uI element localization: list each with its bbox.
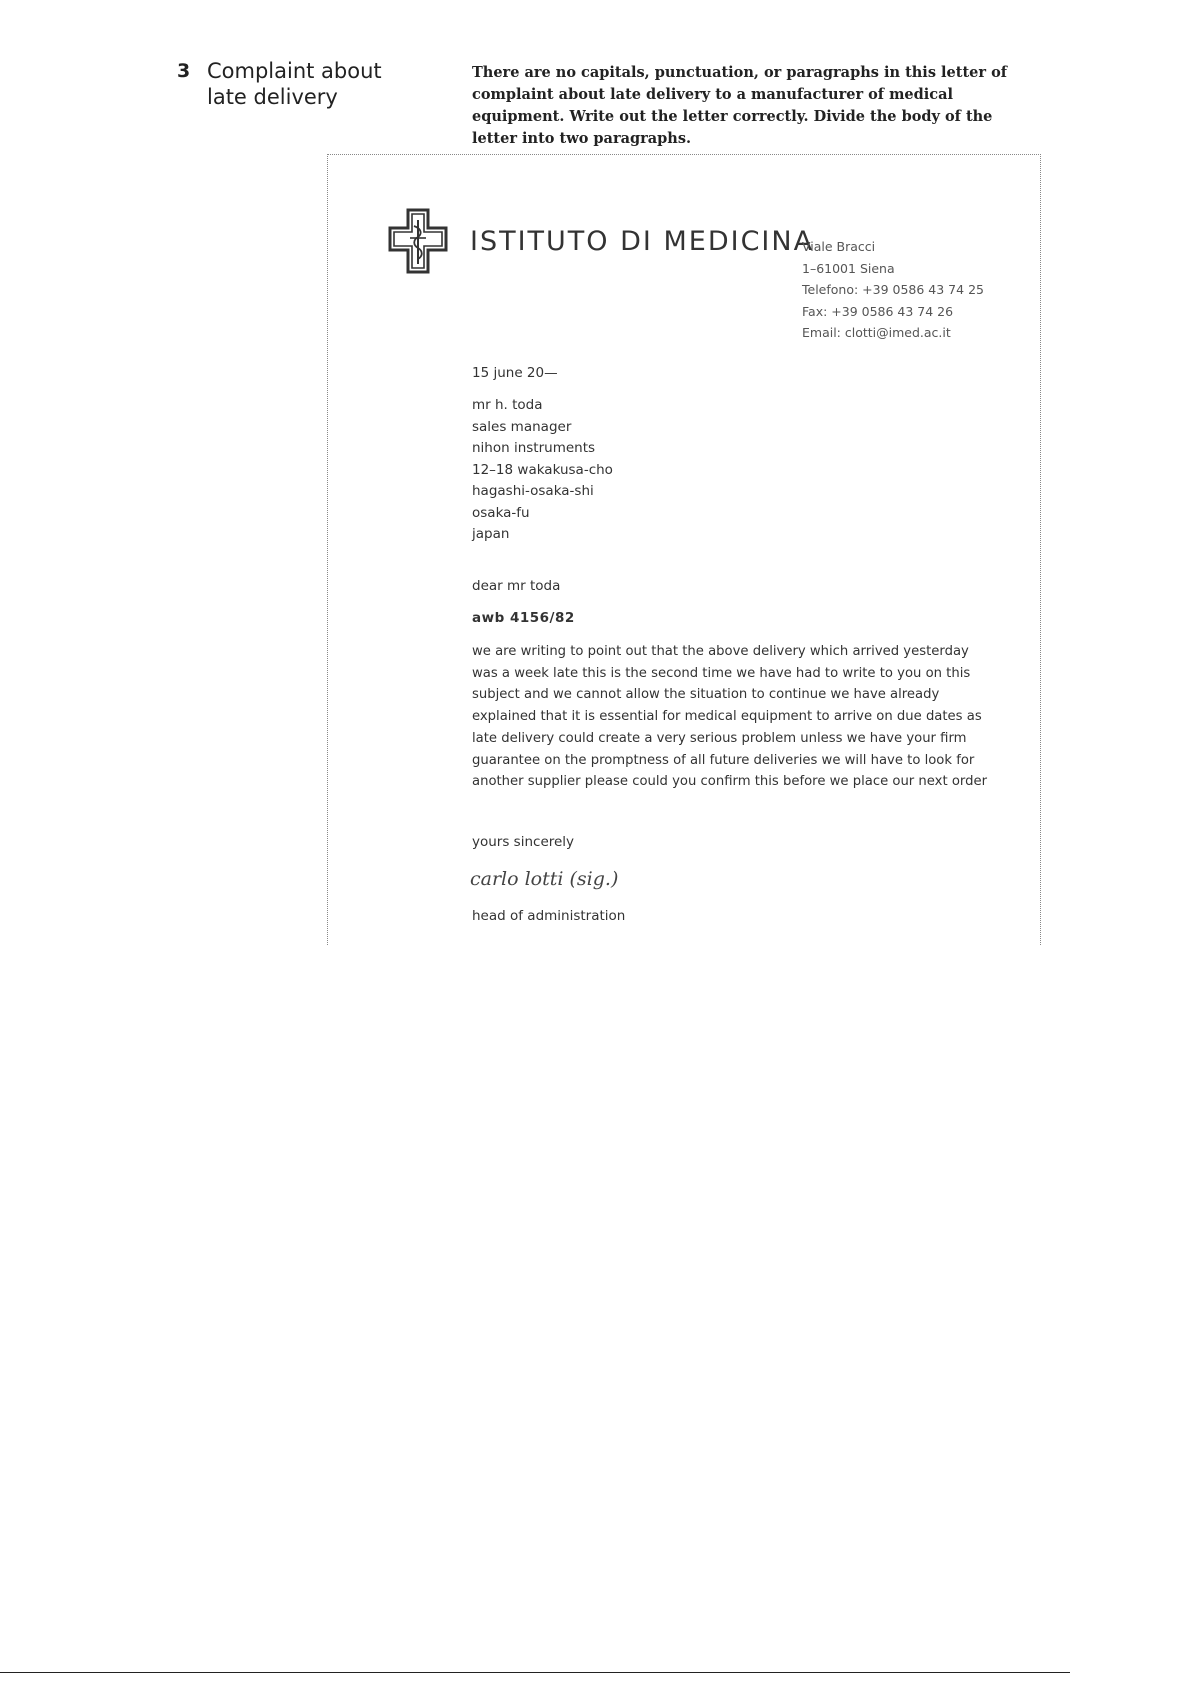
recipient-address	[472, 395, 613, 546]
exercise-instructions: There are no capitals, punctuation, or paragraphs in this letter of complaint about late delivery to a manufacturer of medical equipment. Write out the letter correctly. Divide the body of the letter into two paragraphs.	[472, 64, 1007, 147]
address-line: 1–61001 Siena	[802, 260, 895, 276]
recipient-line: 12–18 wakakusa-cho	[472, 461, 613, 478]
salutation: dear mr toda	[472, 578, 561, 594]
recipient-line: sales manager	[472, 418, 572, 435]
recipient-line: nihon instruments	[472, 440, 596, 456]
complimentary-close: yours sincerely	[472, 834, 575, 850]
recipient-line: hagashi-osaka-shi	[472, 483, 594, 499]
address-line: Viale Bracci	[802, 239, 876, 254]
page-bottom-rule	[0, 1672, 1070, 1673]
signer-title: head of administration	[472, 908, 626, 924]
reference-line: awb 4156/82	[472, 610, 575, 626]
medical-cross-caduceus-icon	[388, 208, 448, 274]
telephone-line: Telefono: +39 0586 43 74 25	[802, 282, 984, 297]
recipient-line: osaka-fu	[472, 504, 530, 521]
recipient-line: japan	[472, 526, 510, 542]
letter-body: we are writing to point out that the above delivery which arrived yesterday was a week late this is the second time we have had to write to you on this subject and we cannot allow the situation to continue we have already explained that it is essential for medical equipment to arrive on due dates as late delivery could create a very serious problem unless we have your firm guarantee on the promptness of all future deliveries we will have to look for another supplier please could you confirm this before we place our next order	[472, 644, 987, 790]
email-line: Email: clotti@imed.ac.it	[802, 325, 951, 340]
recipient-line: mr h. toda	[472, 397, 543, 413]
fax-line: Fax: +39 0586 43 74 26	[802, 303, 954, 319]
letterhead-address	[802, 236, 984, 344]
exercise-title: Complaint about late delivery	[207, 59, 382, 109]
letter-date: 15 june 20—	[472, 365, 558, 381]
exercise-number: 3	[177, 60, 191, 82]
signature: carlo lotti (sig.)	[470, 868, 619, 890]
organisation-name: ISTITUTO DI MEDICINA	[470, 226, 815, 257]
